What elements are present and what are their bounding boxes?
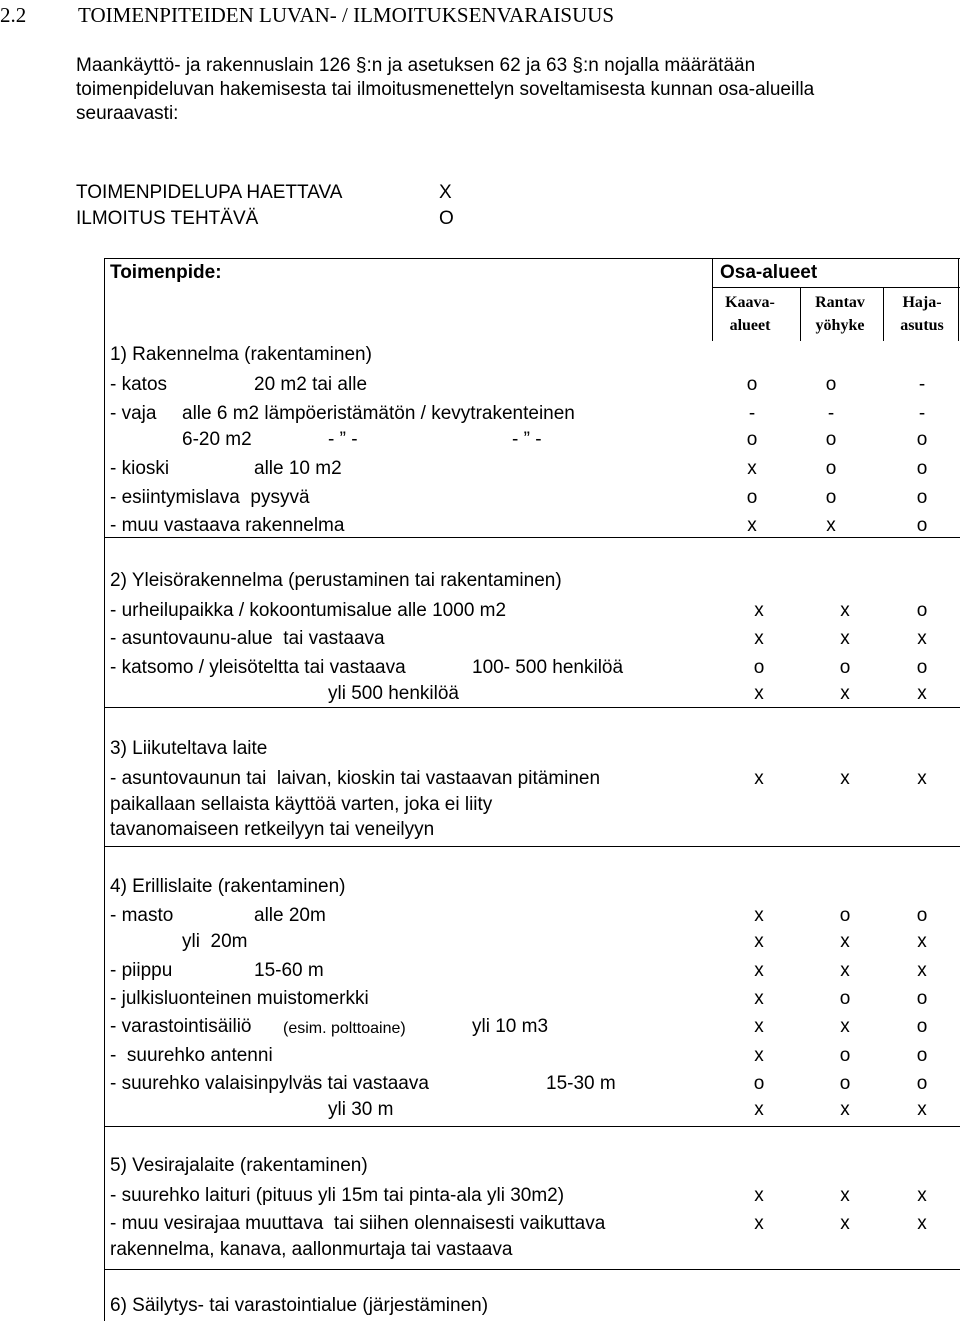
mark-kaava: o: [746, 487, 758, 508]
row-label: yli 30 m: [328, 1099, 394, 1120]
row-label: yli 20m: [182, 931, 248, 952]
section-3-line-1: - asuntovaunun tai laivan, kioskin tai vastaavan pitäminen: [110, 768, 601, 789]
mark-kaava: x: [754, 683, 764, 704]
row-label: - asuntovaunu-alue tai vastaava: [110, 628, 385, 649]
row-label: - vaja: [110, 403, 157, 424]
section-title: TOIMENPITEIDEN LUVAN- / ILMOITUKSENVARAISUUS: [78, 3, 615, 27]
mark-kaava: x: [754, 628, 764, 649]
intro-line-3: seuraavasti:: [76, 103, 179, 124]
mark-kaava: x: [754, 931, 764, 952]
row-ditto: - ” -: [328, 429, 358, 450]
mark-haja-asutus: o: [916, 515, 928, 536]
mark-haja-asutus: o: [916, 1016, 928, 1037]
section-1-title: 1) Rakennelma (rakentaminen): [110, 344, 372, 365]
legend-permit-symbol: X: [439, 182, 452, 203]
row-ditto: - ” -: [512, 429, 542, 450]
mark-rantavyohyke: x: [840, 1185, 850, 1206]
mark-rantavyohyke: o: [825, 374, 837, 395]
section-5-title: 5) Vesirajalaite (rakentaminen): [110, 1155, 368, 1176]
row-label: - esiintymislava pysyvä: [110, 487, 310, 508]
intro-line-1: Maankäyttö- ja rakennuslain 126 §:n ja asetuksen 62 ja 63 §:n nojalla määrätään: [76, 55, 756, 76]
row-label: 6-20 m2: [182, 429, 252, 450]
header-toimenpide: Toimenpide:: [110, 262, 222, 283]
mark-haja-asutus: x: [917, 1099, 927, 1120]
mark-kaava: x: [754, 1185, 764, 1206]
mark-kaava: x: [754, 988, 764, 1009]
row-label: - varastointisäiliö: [110, 1016, 252, 1037]
mark-rantavyohyke: x: [840, 1099, 850, 1120]
mark-kaava: x: [754, 1016, 764, 1037]
mark-rantavyohyke: x: [840, 1213, 850, 1234]
section-number: 2.2: [0, 3, 27, 27]
header-haja-asutus: Haja- asutus: [900, 294, 944, 334]
mark-rantavyohyke: o: [839, 1073, 851, 1094]
mark-kaava: o: [746, 374, 758, 395]
row-label: - kioski: [110, 458, 170, 479]
mark-haja-asutus: x: [917, 931, 927, 952]
mark-haja-asutus: o: [916, 1045, 928, 1066]
mark-haja-asutus: o: [916, 657, 928, 678]
mark-rantavyohyke: -: [827, 403, 835, 424]
row-detail: 20 m2 tai alle: [254, 374, 368, 395]
row-note: (esim. polttoaine): [283, 1020, 406, 1037]
mark-rantavyohyke: o: [825, 429, 837, 450]
section-5-line-2: rakennelma, kanava, aallonmurtaja tai vastaava: [110, 1239, 513, 1260]
mark-haja-asutus: o: [916, 1073, 928, 1094]
mark-rantavyohyke: o: [839, 657, 851, 678]
mark-haja-asutus: x: [917, 768, 927, 789]
mark-kaava: o: [746, 429, 758, 450]
row-detail: 100- 500 henkilöä: [472, 657, 624, 678]
section-3-line-2: paikallaan sellaista käyttöä varten, joka ei liity: [110, 794, 493, 815]
mark-rantavyohyke: x: [826, 515, 836, 536]
mark-rantavyohyke: x: [840, 960, 850, 981]
intro-line-2: toimenpideluvan hakemisesta tai ilmoitusmenettelyn soveltamisesta kunnan osa-alueilla: [76, 79, 815, 100]
mark-rantavyohyke: x: [840, 628, 850, 649]
row-detail: 15-30 m: [546, 1073, 616, 1094]
mark-kaava: x: [747, 515, 757, 536]
mark-haja-asutus: x: [917, 1213, 927, 1234]
row-label: - muu vastaava rakennelma: [110, 515, 345, 536]
header-rantavyohyke: Rantav yöhyke: [815, 294, 865, 334]
mark-kaava: x: [754, 905, 764, 926]
mark-rantavyohyke: o: [825, 458, 837, 479]
row-detail: alle 20m: [254, 905, 326, 926]
mark-haja-asutus: o: [916, 988, 928, 1009]
mark-rantavyohyke: x: [840, 683, 850, 704]
mark-rantavyohyke: o: [839, 988, 851, 1009]
mark-haja-asutus: x: [917, 960, 927, 981]
section-3-title: 3) Liikuteltava laite: [110, 738, 268, 759]
row-label: - piippu: [110, 960, 173, 981]
mark-kaava: -: [748, 403, 756, 424]
row-label: - masto: [110, 905, 174, 926]
section-5-line-1: - muu vesirajaa muuttava tai siihen olennaisesti vaikuttava: [110, 1213, 606, 1234]
mark-kaava: x: [754, 600, 764, 621]
mark-haja-asutus: -: [918, 374, 926, 395]
row-label: - katsomo / yleisöteltta tai vastaava: [110, 657, 406, 678]
row-label: - suurehko valaisinpylväs tai vastaava: [110, 1073, 429, 1094]
mark-rantavyohyke: o: [839, 1045, 851, 1066]
mark-haja-asutus: o: [916, 905, 928, 926]
mark-haja-asutus: o: [916, 487, 928, 508]
row-label: - katos: [110, 374, 168, 395]
mark-rantavyohyke: x: [840, 1016, 850, 1037]
mark-haja-asutus: x: [917, 683, 927, 704]
mark-haja-asutus: x: [917, 628, 927, 649]
mark-kaava: x: [754, 1213, 764, 1234]
mark-rantavyohyke: x: [840, 931, 850, 952]
mark-haja-asutus: o: [916, 600, 928, 621]
mark-kaava: x: [754, 1099, 764, 1120]
header-osa-alueet: Osa-alueet: [720, 262, 818, 283]
row-label: - julkisluonteinen muistomerkki: [110, 988, 369, 1009]
mark-kaava: x: [754, 960, 764, 981]
mark-haja-asutus: o: [916, 458, 928, 479]
mark-kaava: o: [753, 1073, 765, 1094]
section-2-title: 2) Yleisörakennelma (perustaminen tai rakentaminen): [110, 570, 562, 591]
mark-rantavyohyke: x: [840, 600, 850, 621]
row-detail: alle 6 m2 lämpöeristämätön / kevytrakenteinen: [182, 403, 575, 424]
mark-haja-asutus: o: [916, 429, 928, 450]
mark-rantavyohyke: o: [839, 905, 851, 926]
section-3-line-3: tavanomaiseen retkeilyyn tai veneilyyn: [110, 819, 435, 840]
row-label: yli 500 henkilöä: [328, 683, 459, 704]
mark-rantavyohyke: x: [840, 768, 850, 789]
mark-kaava: x: [747, 458, 757, 479]
row-label: - suurehko laituri (pituus yli 15m tai pinta-ala yli 30m2): [110, 1185, 565, 1206]
mark-kaava: x: [754, 768, 764, 789]
mark-kaava: o: [753, 657, 765, 678]
section-6-title: 6) Säilytys- tai varastointialue (järjestäminen): [110, 1295, 489, 1316]
row-detail: yli 10 m3: [472, 1016, 549, 1037]
legend-notice-label: ILMOITUS TEHTÄVÄ: [76, 208, 259, 229]
header-kaava-alueet: Kaava- alueet: [725, 294, 775, 334]
mark-kaava: x: [754, 1045, 764, 1066]
mark-haja-asutus: x: [917, 1185, 927, 1206]
legend-notice-symbol: O: [439, 208, 454, 229]
mark-rantavyohyke: o: [825, 487, 837, 508]
row-label: - urheilupaikka / kokoontumisalue alle 1000 m2: [110, 600, 507, 621]
row-label: - suurehko antenni: [110, 1045, 273, 1066]
row-detail: alle 10 m2: [254, 458, 342, 479]
mark-haja-asutus: -: [918, 403, 926, 424]
legend-permit-label: TOIMENPIDELUPA HAETTAVA: [76, 182, 343, 203]
section-4-title: 4) Erillislaite (rakentaminen): [110, 876, 346, 897]
row-detail: 15-60 m: [254, 960, 324, 981]
